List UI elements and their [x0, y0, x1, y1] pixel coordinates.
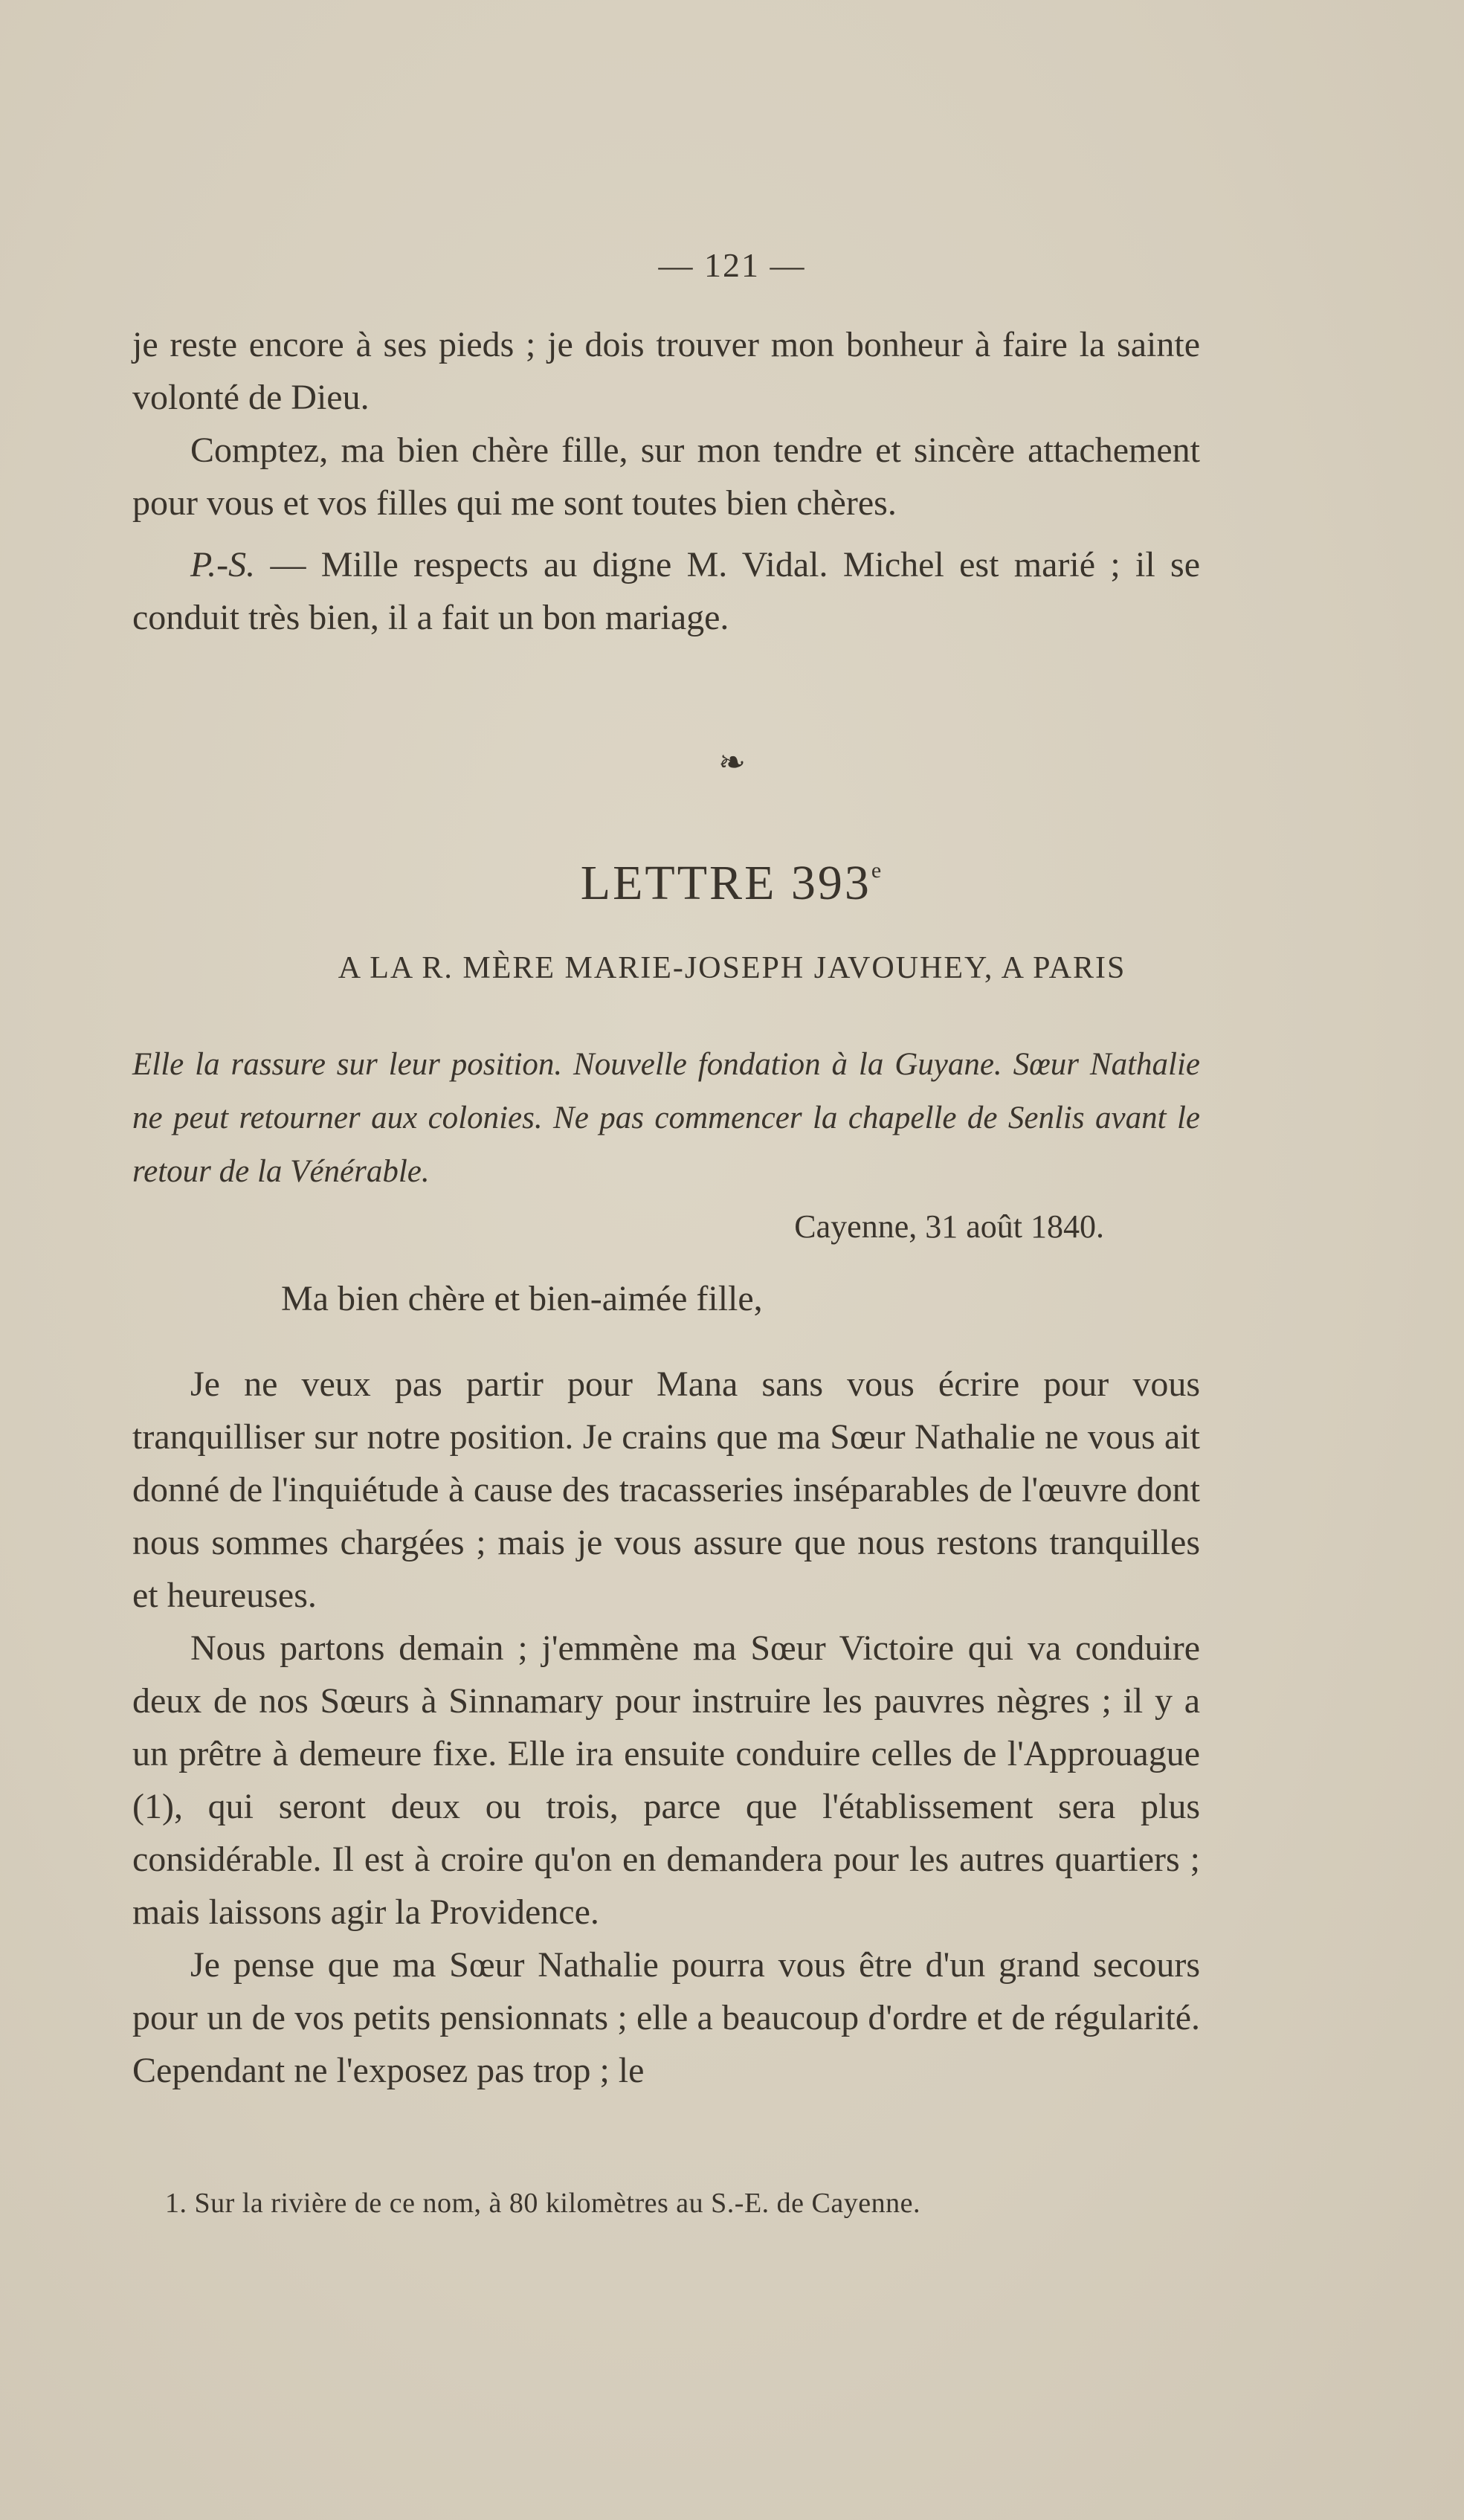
letter-title: [0, 855, 1464, 912]
postscript-text: — Mille respects au digne M. Vidal. Michel est marié ; il se conduit très bien, il a fait un bon mariage.: [132, 545, 1200, 637]
letter-body: [132, 1358, 1200, 2097]
letter-title-suffix: e: [871, 858, 884, 883]
letter-place-date: Cayenne, 31 août 1840.: [794, 1208, 1104, 1245]
paragraph-closing: Comptez, ma bien chère fille, sur mon tendre et sincère attachement pour vous et vos filles qui me sont toutes bien chères.: [132, 431, 1200, 523]
letter-summary-block: [132, 1038, 1200, 1199]
postscript: [132, 538, 1200, 644]
letter-salutation: Ma bien chère et bien-aimée fille,: [281, 1279, 763, 1318]
footnote: 1. Sur la rivière de ce nom, à 80 kilomètres au S.-E. de Cayenne.: [165, 2188, 920, 2219]
letter-summary: Elle la rassure sur leur position. Nouvelle fondation à la Guyane. Sœur Nathalie ne peut retourner aux colonies. Ne pas commencer la chapelle de Senlis avant le retour de la Vénérable.: [132, 1047, 1200, 1189]
page-number: — 121 —: [658, 246, 806, 284]
body-paragraph: Nous partons demain ; j'emmène ma Sœur Victoire qui va conduire deux de nos Sœurs à Sinnamary pour instruire les pauvres nègres ; il y a un prêtre à demeure fixe. Elle ira ensuite conduire celles de l'Approuague (1), qui seront deux ou trois, parce que l'établissement sera plus considérable. Il est à croire qu'on en demandera pour les autres quartiers ; mais laissons agir la Providence.: [132, 1628, 1200, 1932]
postscript-label: P.-S.: [190, 545, 256, 584]
ornament-icon: ❧: [718, 744, 746, 781]
body-paragraph: Je pense que ma Sœur Nathalie pourra vous être d'un grand secours pour un de vos petits pensionnats ; elle a beaucoup d'ordre et de régularité. Cependant ne l'exposez pas trop ; le: [132, 1945, 1200, 2090]
body-paragraph: Je ne veux pas partir pour Mana sans vous écrire pour vous tranquilliser sur notre position. Je crains que ma Sœur Nathalie ne vous ait donné de l'inquiétude à cause des tracasseries inséparables de l'œuvre dont nous sommes chargées ; mais je vous assure que nous restons tranquilles et heureuses.: [132, 1364, 1200, 1615]
letter-recipient: A LA R. MÈRE MARIE-JOSEPH JAVOUHEY, A PARIS: [338, 951, 1126, 985]
paragraph-continuation: je reste encore à ses pieds ; je dois trouver mon bonheur à faire la sainte volonté de Dieu.: [132, 325, 1200, 417]
previous-letter-ending: [132, 318, 1200, 644]
letter-title-text: LETTRE 393: [580, 856, 871, 910]
